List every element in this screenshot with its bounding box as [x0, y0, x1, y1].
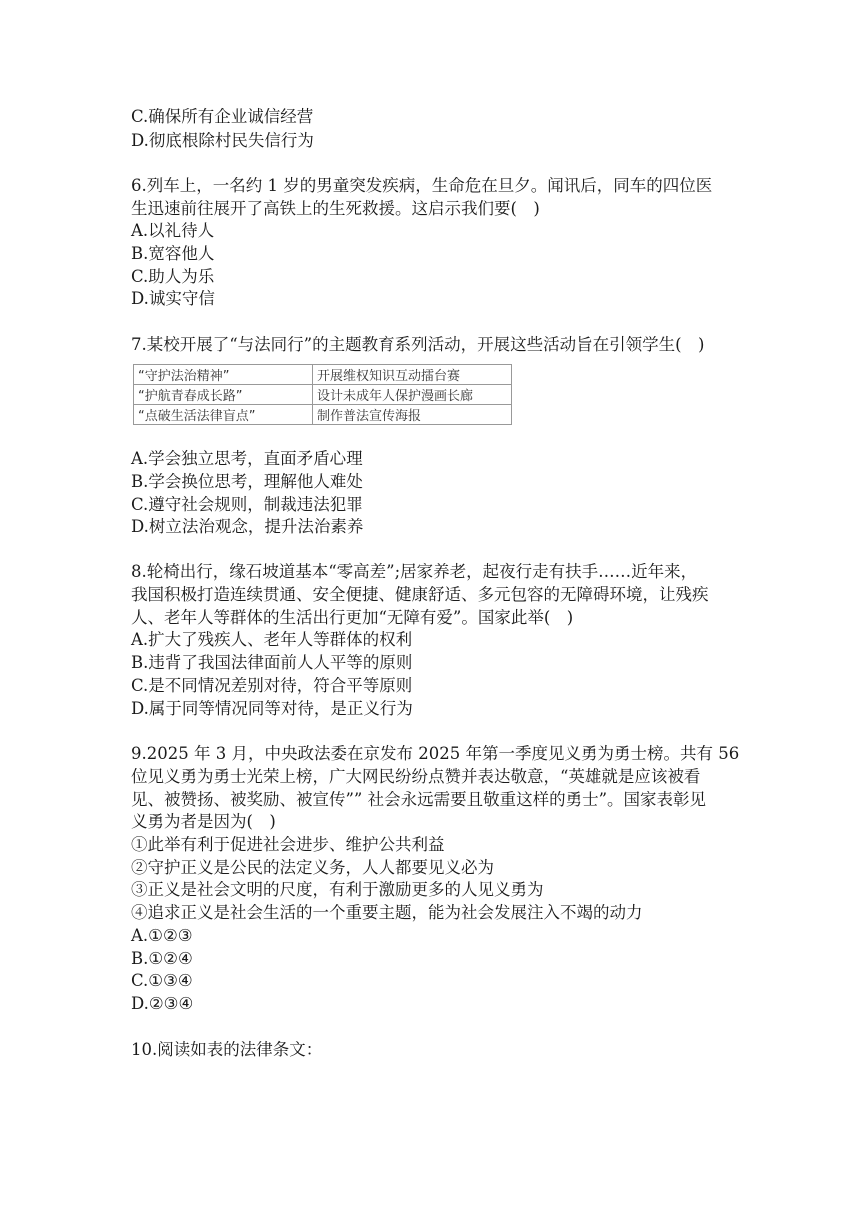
q9-option-c: C.①③④	[131, 971, 193, 990]
q9-stem-line-3: 见、被赞扬、被奖励、被宣传”” 社会永远需要且敬重这样的勇士”。国家表彰见	[131, 790, 707, 809]
q9-statement-1: ①此举有利于促进社会进步、维护公共利益	[131, 835, 445, 854]
q6-option-a: A.以礼待人	[131, 221, 215, 240]
table-cell: “守护法治精神”	[134, 365, 313, 385]
q6-option-d: D.诚实守信	[131, 289, 215, 308]
table-cell: 制作普法宣传海报	[313, 405, 512, 425]
q5-option-c: C.确保所有企业诚信经营	[131, 107, 314, 126]
q8-stem-line-3: 人、老年人等群体的生活出行更加“无障有爱”。国家此举( )	[131, 608, 574, 627]
q7-stem: 7.某校开展了“与法同行”的主题教育系列活动，开展这些活动旨在引领学生( )	[131, 335, 705, 354]
q9-stem-line-4: 义勇为者是因为( )	[131, 812, 276, 831]
q8-option-b: B.违背了我国法律面前人人平等的原则	[131, 653, 413, 672]
q9-statement-3: ③正义是社会文明的尺度，有利于激励更多的人见义勇为	[131, 880, 544, 899]
q6-option-c: C.助人为乐	[131, 267, 215, 286]
q8-option-d: D.属于同等情况同等对待，是正义行为	[131, 699, 413, 718]
table-row	[134, 405, 512, 425]
q6-stem-line-2: 生迅速前往展开了高铁上的生死救援。这启示我们要( )	[131, 199, 540, 218]
q8-option-a: A.扩大了残疾人、老年人等群体的权利	[131, 630, 413, 649]
q9-option-b: B.①②④	[131, 949, 193, 968]
q9-statement-4: ④追求正义是社会生活的一个重要主题，能为社会发展注入不竭的动力	[131, 903, 643, 922]
q7-option-b: B.学会换位思考，理解他人难处	[131, 472, 363, 491]
q6-option-b: B.宽容他人	[131, 244, 215, 263]
table-cell: 开展维权知识互动擂台赛	[313, 365, 512, 385]
q7-activity-table	[133, 364, 512, 425]
table-row	[134, 365, 512, 385]
q8-stem-line-1: 8.轮椅出行，缘石坡道基本“零高差”;居家养老，起夜行走有扶手……近年来，	[131, 562, 698, 581]
q7-option-c: C.遵守社会规则，制裁违法犯罪	[131, 495, 363, 514]
q8-stem-line-2: 我国积极打造连续贯通、安全便捷、健康舒适、多元包容的无障碍环境，让残疾	[131, 585, 709, 604]
q9-stem-line-1: 9.2025 年 3 月，中央政法委在京发布 2025 年第一季度见义勇为勇士榜。共有 56	[131, 744, 740, 763]
q9-option-a: A.①②③	[131, 926, 193, 945]
table-row	[134, 385, 512, 405]
q7-option-a: A.学会独立思考，直面矛盾心理	[131, 449, 363, 468]
table-cell: “点破生活法律盲点”	[134, 405, 313, 425]
q5-option-d: D.彻底根除村民失信行为	[131, 131, 314, 150]
q9-option-d: D.②③④	[131, 994, 194, 1013]
q8-option-c: C.是不同情况差别对待，符合平等原则	[131, 676, 413, 695]
q9-statement-2: ②守护正义是公民的法定义务，人人都要见义必为	[131, 858, 494, 877]
q10-stem: 10.阅读如表的法律条文：	[131, 1040, 323, 1059]
q6-stem-line-1: 6.列车上，一名约 1 岁的男童突发疾病，生命危在旦夕。闻讯后，同车的四位医	[131, 176, 713, 195]
table-cell: “护航青春成长路”	[134, 385, 313, 405]
q7-option-d: D.树立法治观念，提升法治素养	[131, 517, 364, 536]
q9-stem-line-2: 位见义勇为勇士光荣上榜，广大网民纷纷点赞并表达敬意，“英雄就是应该被看	[131, 767, 701, 786]
table-cell: 设计未成年人保护漫画长廊	[313, 385, 512, 405]
